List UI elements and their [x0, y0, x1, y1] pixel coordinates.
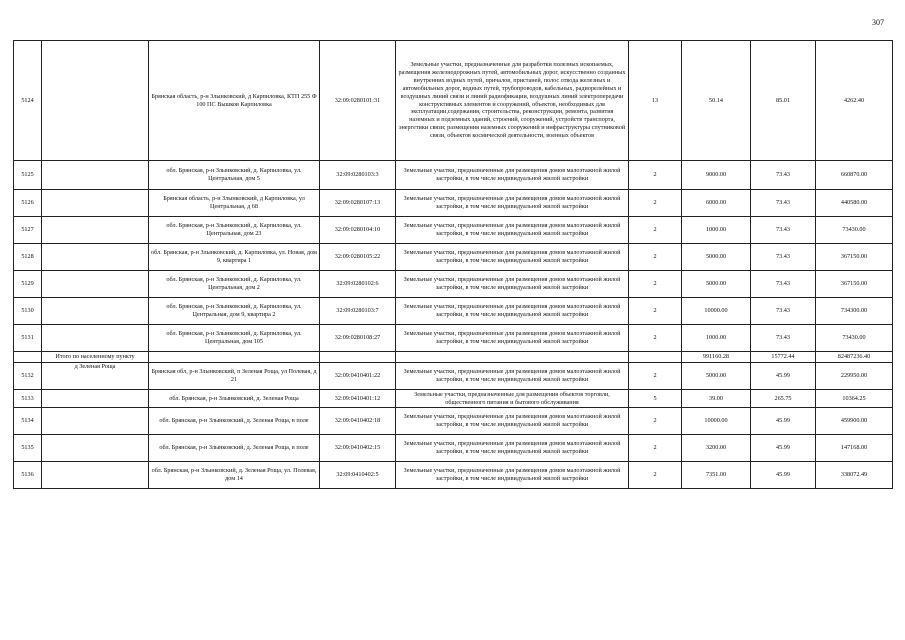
group-cell: 2	[629, 244, 682, 271]
empty-cell	[320, 352, 396, 363]
cadastral-number-cell: 32:09:0280108:27	[320, 325, 396, 352]
table-row	[14, 298, 893, 325]
cadastral-value-cell: 229950.00	[816, 363, 893, 390]
cadastral-value-cell: 459900.00	[816, 408, 893, 435]
land-use-cell: Земельные участки, предназначенные для размещения домов малоэтажной жилой застройки, в том числе индивидуальной жилой застройки	[396, 325, 629, 352]
subtotal-row	[14, 352, 893, 363]
group-cell: 2	[629, 190, 682, 217]
table-row	[14, 462, 893, 489]
settlement-cell	[42, 244, 149, 271]
subtotal-index-cell	[14, 352, 42, 363]
row-number: 5133	[14, 390, 42, 408]
settlement-cell	[42, 435, 149, 462]
area-cell: 1000.00	[682, 217, 751, 244]
settlement-cell	[42, 161, 149, 190]
unit-value-cell: 45.99	[751, 363, 816, 390]
table-row	[14, 41, 893, 161]
table-row	[14, 435, 893, 462]
land-use-cell: Земельные участки, предназначенные для размещения домов малоэтажной жилой застройки, в том числе индивидуальной жилой застройки	[396, 217, 629, 244]
area-cell: 39.00	[682, 390, 751, 408]
cadastral-value-cell: 367150.00	[816, 244, 893, 271]
land-use-cell: Земельные участки, предназначенные для размещения объектов торговли, общественного питания и бытового обслуживания	[396, 390, 629, 408]
area-cell: 9000.00	[682, 161, 751, 190]
address-cell: обл. Брянская, р-н Злынковский, д. Карпиловка, ул. Новая, дом 9, квартира 1	[149, 244, 320, 271]
table-body	[14, 41, 893, 489]
settlement-cell	[42, 325, 149, 352]
cadastral-number-cell: 32:09:0410402:18	[320, 408, 396, 435]
subtotal-area: 991160.28	[682, 352, 751, 363]
row-number: 5136	[14, 462, 42, 489]
cadastral-number-cell: 32:09:0410401:12	[320, 390, 396, 408]
group-cell: 2	[629, 435, 682, 462]
cadastral-value-cell: 367150.00	[816, 271, 893, 298]
cadastral-number-cell: 32:09:0280107:13	[320, 190, 396, 217]
address-cell: обл. Брянская, р-н Злынковский, д. Карпиловка, ул. Центральная, дом 5	[149, 161, 320, 190]
address-cell: обл. Брянская, р-н Злынковский, д. Зеленая Роща, в поле	[149, 408, 320, 435]
cadastral-number-cell: 32:09:0280102:6	[320, 271, 396, 298]
area-cell: 50.14	[682, 41, 751, 161]
group-cell: 2	[629, 298, 682, 325]
cadastral-value-cell: 10364.25	[816, 390, 893, 408]
cadastral-value-table	[13, 40, 893, 489]
table-row	[14, 244, 893, 271]
settlement-cell	[42, 190, 149, 217]
unit-value-cell: 73.43	[751, 217, 816, 244]
row-number: 5128	[14, 244, 42, 271]
cadastral-value-cell: 734300.00	[816, 298, 893, 325]
cadastral-number-cell: 32:09:0280103:7	[320, 298, 396, 325]
settlement-cell	[42, 217, 149, 244]
cadastral-value-cell: 73430.00	[816, 325, 893, 352]
table-row	[14, 217, 893, 244]
land-use-cell: Земельные участки, предназначенные для размещения домов малоэтажной жилой застройки, в том числе индивидуальной жилой застройки	[396, 161, 629, 190]
land-use-cell: Земельные участки, предназначенные для размещения домов малоэтажной жилой застройки, в том числе индивидуальной жилой застройки	[396, 298, 629, 325]
unit-value-cell: 45.99	[751, 408, 816, 435]
settlement-cell	[42, 408, 149, 435]
table-row	[14, 390, 893, 408]
group-cell: 2	[629, 325, 682, 352]
unit-value-cell: 85.01	[751, 41, 816, 161]
row-number: 5127	[14, 217, 42, 244]
settlement-cell	[42, 271, 149, 298]
cadastral-value-cell: 440580.00	[816, 190, 893, 217]
row-number: 5126	[14, 190, 42, 217]
land-use-cell: Земельные участки, предназначенные для разработки полезных ископаемых, размещения железнодорожных путей, автомобильных дорог, искусственно созданных внутренних водных путей, причалов, пристаней, полос отвода железных и автомобильных дорог, водных путей, трубопроводов, кабельных, радиорелейных и воздушных линий связи и линий радиофикации, воздушных линий электропередачи конструктивных элементов и сооружений, объектов, необходимых для эксплуатации,содержания, строительства, реконструкции, ремонта, развития наземных и подземных зданий, строений, сооружений, устройств транспорта, энергетики связи; размещения наземных сооружений и инфраструктуры спутниковой связи, объектов космической деятельности, военных объектов	[396, 41, 629, 161]
row-number: 5130	[14, 298, 42, 325]
cadastral-number-cell: 32:09:0410402:15	[320, 435, 396, 462]
subtotal-cadastral-value: 82487236.40	[816, 352, 893, 363]
table-row	[14, 271, 893, 298]
cadastral-number-cell: 32:09:0410401:22	[320, 363, 396, 390]
area-cell: 7351.00	[682, 462, 751, 489]
area-cell: 1000.00	[682, 325, 751, 352]
cadastral-value-cell: 73430.00	[816, 217, 893, 244]
area-cell: 3200.00	[682, 435, 751, 462]
row-number: 5124	[14, 41, 42, 161]
row-number: 5134	[14, 408, 42, 435]
table-row	[14, 408, 893, 435]
row-number: 5132	[14, 363, 42, 390]
table-row	[14, 325, 893, 352]
cadastral-number-cell: 32:09:0410402:5	[320, 462, 396, 489]
row-number: 5129	[14, 271, 42, 298]
unit-value-cell: 73.43	[751, 298, 816, 325]
address-cell: обл. Брянская, р-н Злынковский, д. Карпиловка, ул. Центральная, дом 9, квартира 2	[149, 298, 320, 325]
land-use-cell: Земельные участки, предназначенные для размещения домов малоэтажной жилой застройки, в том числе индивидуальной жилой застройки	[396, 462, 629, 489]
unit-value-cell: 73.43	[751, 244, 816, 271]
unit-value-cell: 73.43	[751, 161, 816, 190]
land-use-cell: Земельные участки, предназначенные для размещения домов малоэтажной жилой застройки, в том числе индивидуальной жилой застройки	[396, 190, 629, 217]
unit-value-cell: 45.99	[751, 462, 816, 489]
group-cell: 2	[629, 462, 682, 489]
area-cell: 5000.00	[682, 363, 751, 390]
row-number: 5131	[14, 325, 42, 352]
row-number: 5135	[14, 435, 42, 462]
land-use-cell: Земельные участки, предназначенные для размещения домов малоэтажной жилой застройки, в том числе индивидуальной жилой застройки	[396, 363, 629, 390]
group-cell: 2	[629, 161, 682, 190]
cadastral-value-cell: 4262.40	[816, 41, 893, 161]
area-cell: 5000.00	[682, 244, 751, 271]
land-use-cell: Земельные участки, предназначенные для размещения домов малоэтажной жилой застройки, в том числе индивидуальной жилой застройки	[396, 271, 629, 298]
row-number: 5125	[14, 161, 42, 190]
cadastral-value-cell: 338072.49	[816, 462, 893, 489]
subtotal-unit-value: 15772.44	[751, 352, 816, 363]
empty-cell	[396, 352, 629, 363]
table-row	[14, 161, 893, 190]
table-row	[14, 190, 893, 217]
land-use-cell: Земельные участки, предназначенные для размещения домов малоэтажной жилой застройки, в том числе индивидуальной жилой застройки	[396, 435, 629, 462]
settlement-cell	[42, 41, 149, 161]
area-cell: 10000.00	[682, 408, 751, 435]
cadastral-value-cell: 660870.00	[816, 161, 893, 190]
settlement-cell	[42, 462, 149, 489]
empty-cell	[149, 352, 320, 363]
land-use-cell: Земельные участки, предназначенные для размещения домов малоэтажной жилой застройки, в том числе индивидуальной жилой застройки	[396, 408, 629, 435]
group-cell: 2	[629, 217, 682, 244]
address-cell: обл. Брянская, р-н Злынковский, д. Карпиловка, ул. Центральная, дом 2	[149, 271, 320, 298]
page-number: 307	[872, 18, 884, 27]
address-cell: обл. Брянская, р-н Злынковский, д. Зеленая Роща, ул. Полевая, дом 14	[149, 462, 320, 489]
address-cell: обл. Брянская, р-н Злынковский, д. Зеленая Роща, в поле	[149, 435, 320, 462]
cadastral-number-cell: 32:09:0280104:10	[320, 217, 396, 244]
settlement-name: д Зеленая Роща	[42, 363, 149, 390]
area-cell: 10000.00	[682, 298, 751, 325]
group-cell: 2	[629, 408, 682, 435]
unit-value-cell: 73.43	[751, 271, 816, 298]
cadastral-number-cell: 32:09:0280101:31	[320, 41, 396, 161]
table-row	[14, 363, 893, 390]
unit-value-cell: 73.43	[751, 325, 816, 352]
empty-cell	[629, 352, 682, 363]
subtotal-label: Итого по населенному пункту	[42, 352, 149, 363]
cadastral-number-cell: 32:09:0280103:3	[320, 161, 396, 190]
settlement-cell	[42, 298, 149, 325]
address-cell: обл. Брянская, р-н Злынковский, д. Зеленая Роща	[149, 390, 320, 408]
group-cell: 13	[629, 41, 682, 161]
group-cell: 2	[629, 271, 682, 298]
settlement-cell	[42, 390, 149, 408]
group-cell: 5	[629, 390, 682, 408]
address-cell: Брянская область, р-н Злынковский, д Карпиловка, ул Центральная, д 68	[149, 190, 320, 217]
address-cell: Брянская область, р-н Злынковский, д Карпиловка, КТП 255 Ф 100 ПС Вышков Карпиловка	[149, 41, 320, 161]
unit-value-cell: 73.43	[751, 190, 816, 217]
address-cell: обл. Брянская, р-н Злынковский, д. Карпиловка, ул. Центральная, дом 105	[149, 325, 320, 352]
land-use-cell: Земельные участки, предназначенные для размещения домов малоэтажной жилой застройки, в том числе индивидуальной жилой застройки	[396, 244, 629, 271]
area-cell: 6000.00	[682, 190, 751, 217]
unit-value-cell: 265.75	[751, 390, 816, 408]
area-cell: 5000.00	[682, 271, 751, 298]
unit-value-cell: 45.99	[751, 435, 816, 462]
address-cell: обл. Брянская, р-н Злынковский, д. Карпиловка, ул. Центральная, дом 23	[149, 217, 320, 244]
address-cell: Брянская обл, р-н Злынковский, п Зеленая Роща, ул Полевая, д 21	[149, 363, 320, 390]
group-cell: 2	[629, 363, 682, 390]
cadastral-value-cell: 147168.00	[816, 435, 893, 462]
cadastral-number-cell: 32:09:0280105:22	[320, 244, 396, 271]
